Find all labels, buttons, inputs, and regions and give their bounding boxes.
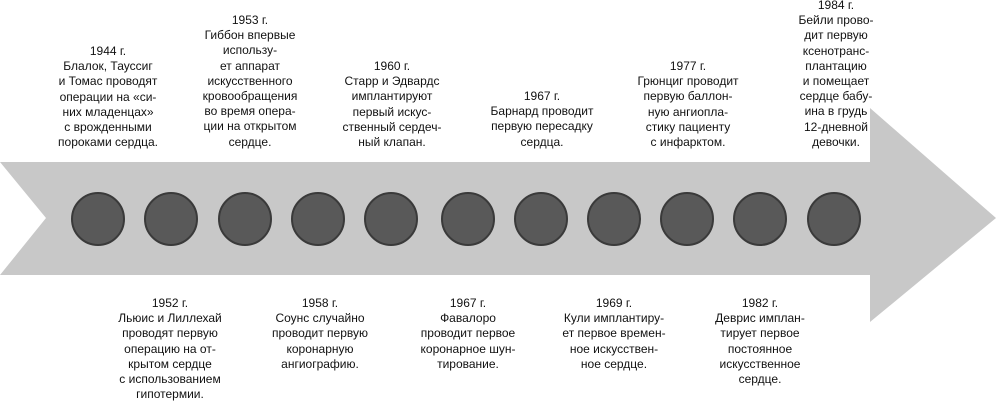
event-year: 1967 г. [449,296,487,310]
event-text: с инфарктом. [650,135,726,150]
event-1967-favaloro [398,296,538,372]
event-text: Барнард проводит [490,104,594,119]
event-1982 [690,296,830,387]
event-text: ный клапан. [358,135,426,150]
event-text: с использованием [119,372,221,387]
event-text: ное искусствен- [569,341,659,356]
event-1969 [544,296,684,372]
event-text: проводит первое [420,326,516,341]
timeline-dot-1967-barn [514,192,568,246]
event-1960 [322,59,462,150]
event-year: 1960 г. [373,59,411,73]
event-year: 1967 г. [523,89,561,103]
event-text: ет первое времен- [562,326,666,341]
event-text: 12-дневной [803,119,869,134]
event-text: искусственное [719,356,801,371]
event-text: использу- [222,43,278,58]
event-text: Старр и Эдвардс [344,74,440,89]
event-1952 [100,296,240,402]
event-1984 [766,0,906,150]
event-year: 1958 г. [301,296,339,310]
event-text: сердца. [520,134,564,149]
event-text: имплантируют [351,89,433,104]
event-text: ную ангиопла- [647,104,729,119]
event-year: 1984 г. [817,0,855,12]
event-text: пороками сердца. [58,135,158,150]
event-1944 [38,44,178,150]
event-text: первую пересадку [491,119,593,134]
event-text: искусственного [207,73,293,88]
event-text: Блалок, Тауссиг [63,59,153,74]
event-text: Деврис имплан- [715,311,805,326]
event-text: Фавалоро [440,311,496,326]
event-text: ангиографию. [281,356,359,371]
timeline-dot-1984 [807,192,861,246]
event-text: сердце. [228,134,272,149]
event-text: них младенцах» [62,104,154,119]
event-text: Льюис и Лиллехай [118,311,222,326]
timeline-dot-1958 [291,192,345,246]
event-1958 [250,296,390,372]
event-text: и помещает [802,74,870,89]
event-text: первый искус- [352,104,432,119]
event-text: сердце. [738,372,782,387]
event-text: проводит первую [272,326,368,341]
event-text: коронарное шун- [420,341,516,356]
event-text: Гиббон впервые [204,28,296,43]
event-text: постоянное [727,341,793,356]
event-text: и Томас проводят [58,74,158,89]
event-text: Бейли прово- [798,13,874,28]
event-text: дит первую [804,28,868,43]
event-text: операции на «си- [59,89,157,104]
timeline-dot-1953 [218,192,272,246]
event-text: плантацию [805,58,867,73]
event-text: тирование. [437,356,499,371]
event-text: проводят первую [122,326,218,341]
event-text: девочки. [812,134,860,149]
event-text: тирует первое [720,326,800,341]
event-text: коронарную [286,341,354,356]
timeline-dot-1944 [71,192,125,246]
event-1953 [180,13,320,150]
event-text: операцию на от- [124,341,216,356]
event-year: 1952 г. [151,296,189,310]
timeline-dot-1982 [733,192,787,246]
event-text: с врожденными [64,120,152,135]
event-text: крытом сердце [128,356,212,371]
event-year: 1977 г. [669,59,707,73]
event-text: кровообращения [202,89,298,104]
event-text: ное сердце. [580,356,648,371]
event-year: 1969 г. [595,296,633,310]
event-text: ксенотранс- [802,43,870,58]
timeline-dot-1960 [364,192,418,246]
event-1967-barnard [472,89,612,150]
event-text: ственный сердеч- [342,119,442,134]
event-text: Кули имплантиру- [563,311,665,326]
event-text: гипотермии. [136,387,204,402]
event-year: 1953 г. [231,13,269,27]
timeline-dot-1967-fav [441,192,495,246]
event-1977 [618,59,758,150]
timeline-dot-1969 [587,192,641,246]
event-text: ет аппарат [219,58,281,73]
timeline-dot-1952 [144,192,198,246]
event-text: Грюнциг проводит [637,74,739,89]
timeline-dot-1977 [660,192,714,246]
event-text: ина в грудь [804,104,868,119]
event-text: сердце бабу- [799,89,873,104]
event-text: первую баллон- [643,89,733,104]
event-year: 1982 г. [741,296,779,310]
event-text: стику пациенту [645,119,731,134]
event-year: 1944 г. [89,44,127,58]
event-text: во время опера- [204,104,296,119]
event-text: Соунс случайно [275,311,365,326]
event-text: ции на открытом [203,119,297,134]
